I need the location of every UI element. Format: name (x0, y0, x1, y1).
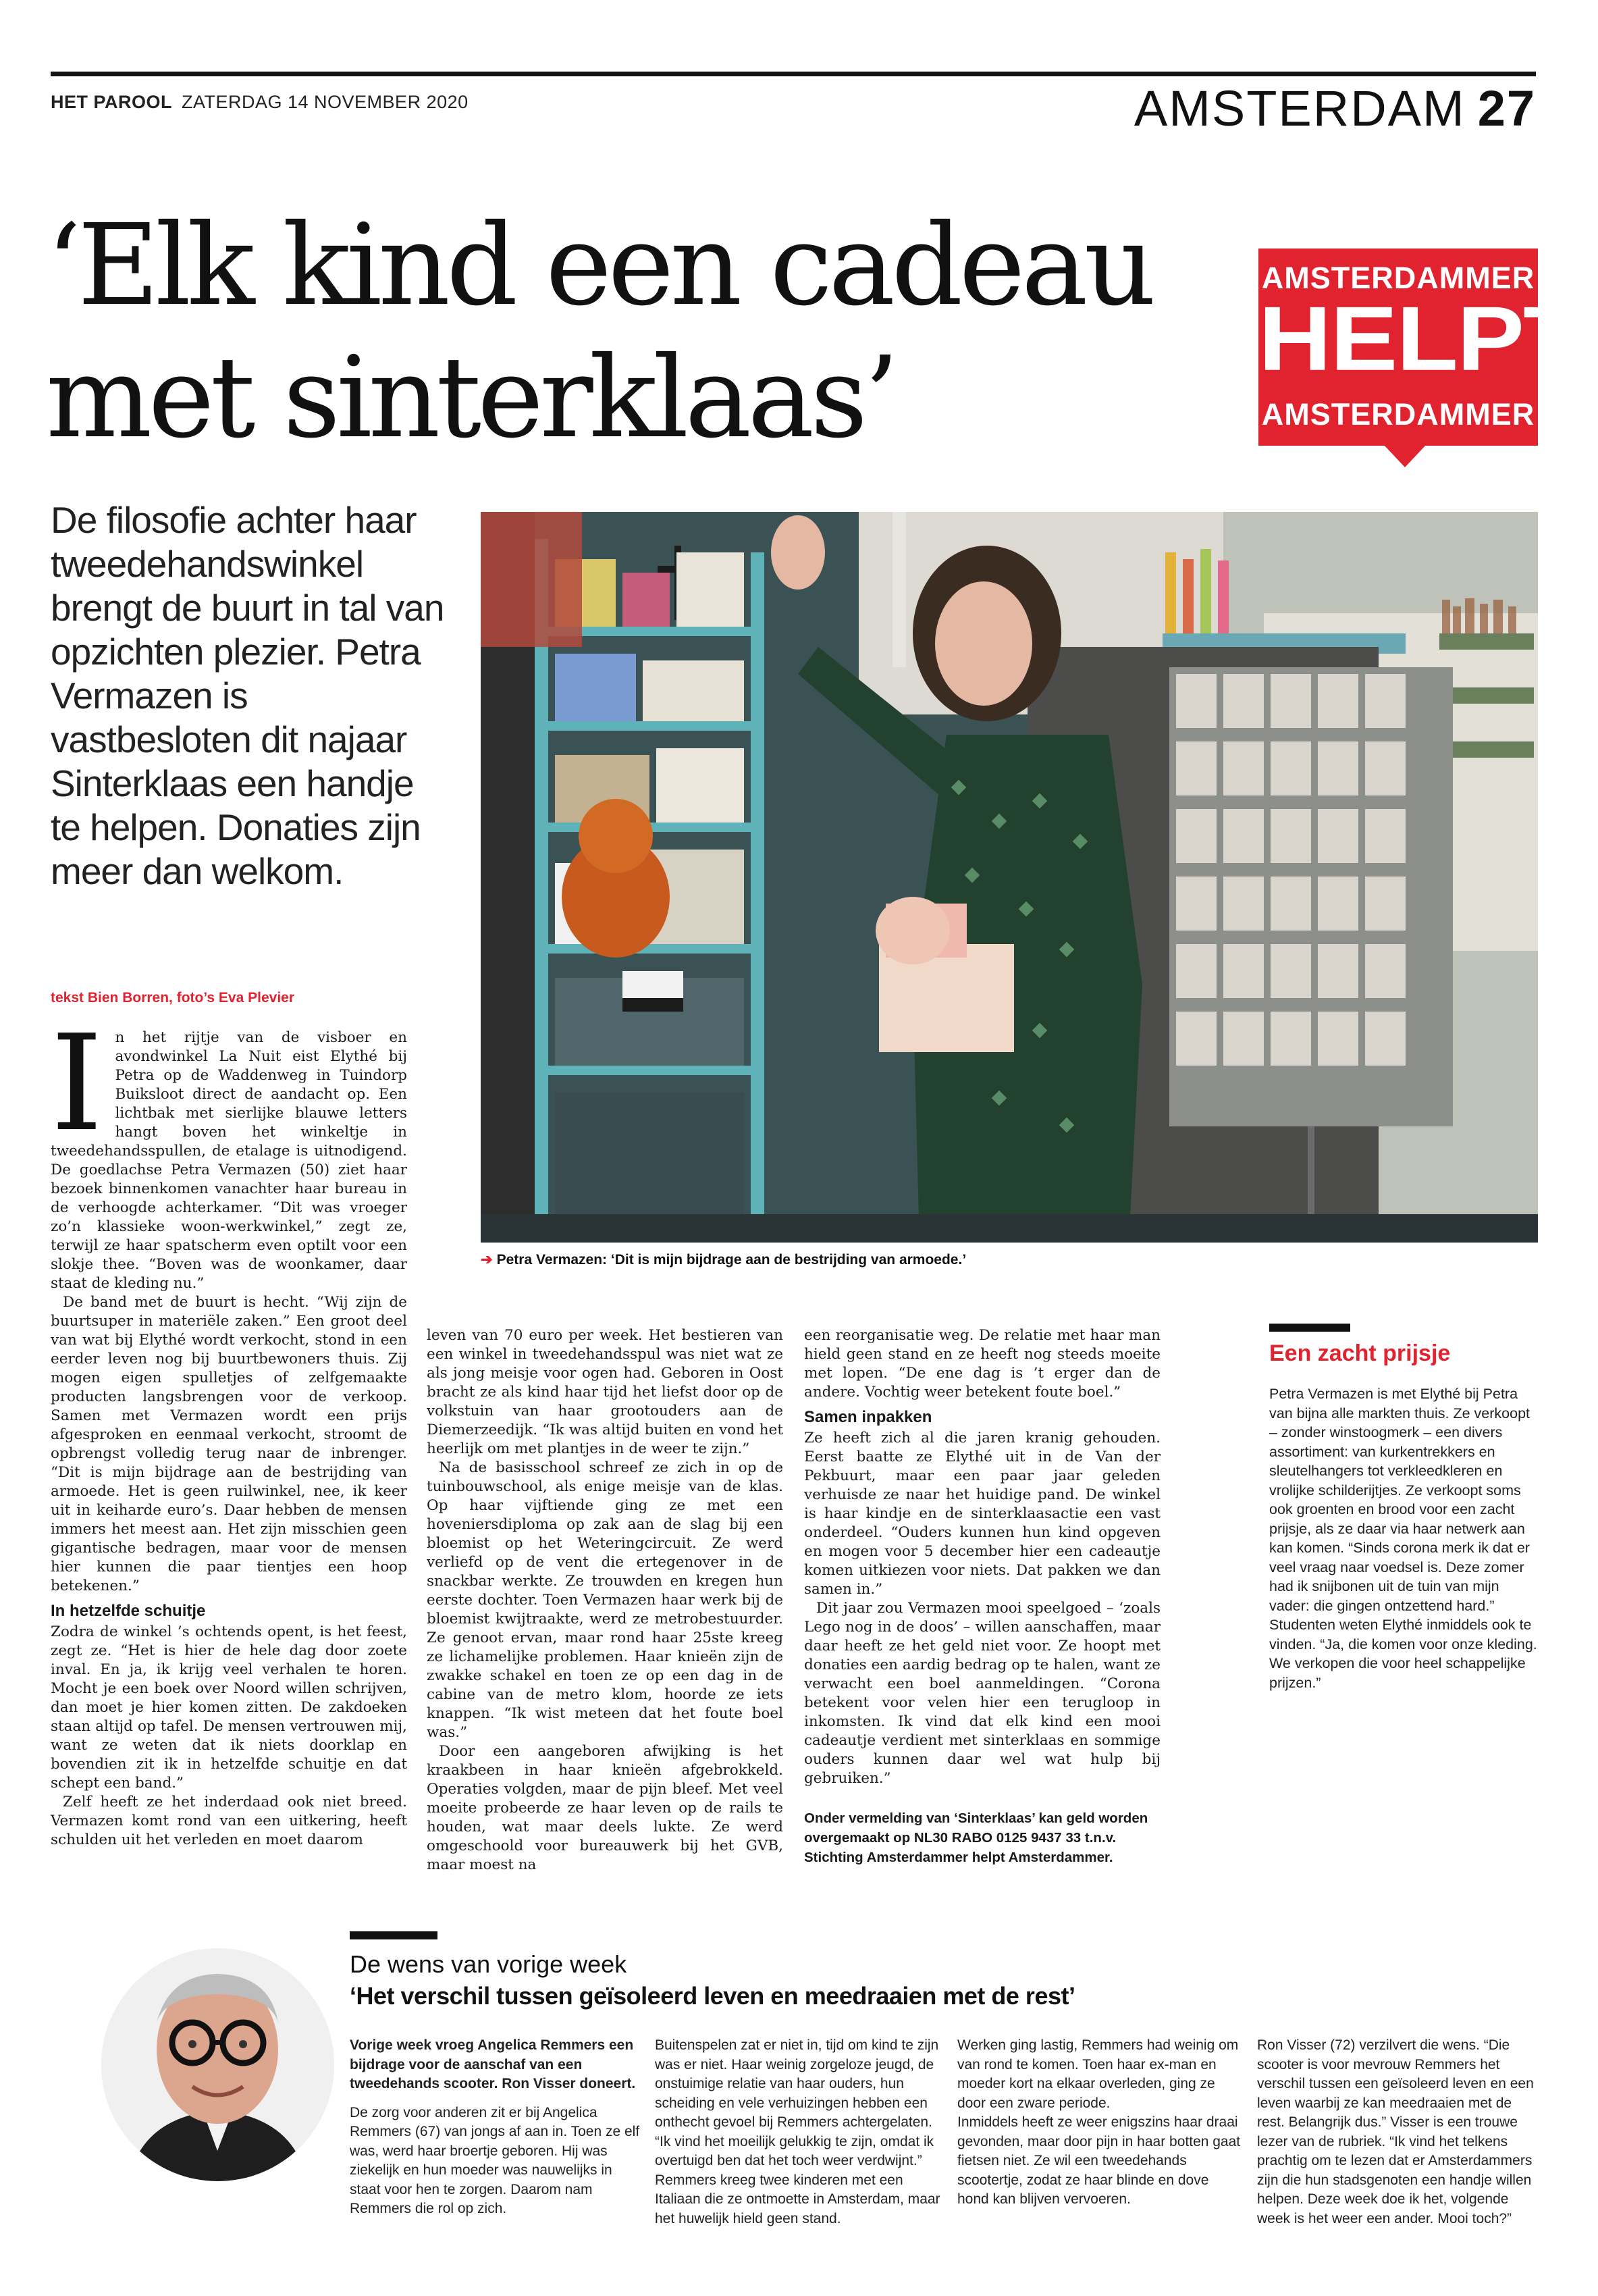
bottom-title: ‘Het verschil tussen geïsoleerd leven en meedraaien met de rest’ (350, 1982, 1075, 2010)
intro-text: De filosofie achter haar tweedehandswinkel brengt de buurt in tal van opzichten plezier. Petra Vermazen is vastbesloten dit najaar Sinterklaas een handje te helpen. Donaties zijn meer dan welkom. (51, 499, 444, 892)
badge-line-3: AMSTERDAMMER (1261, 397, 1535, 432)
article-paragraph: n het rijtje van de visboer en avondwinkel La Nuit eist Elythé bij Petra op de Waddenweg in Tuindorp Buiksloot direct de aandacht op. Een lichtbak met sierlijke blauwe letters hangt boven het winkeltje in tweedehandsspullen, de etalage is uitnodigend. De goedlachse Petra Vermazen (50) ziet haar bezoek binnenkomen vanachter haar bureau in de verhoogde achterkamer. “Dit was vroeger zo’n klassieke woon-werkwinkel,” zegt ze, terwijl ze haar spatscherm even optilt voor een slokje thee. “Boven was de woonkamer, daar staat de kleding nu.” (51, 1029, 407, 1292)
article-paragraph: De band met de buurt is hecht. “Wij zijn de buurtsuper in materiële zaken.” Een groot deel van wat bij Elythé wordt verkocht, stond in een eerder leven nog bij buurtbewoners thuis. Zij mogen eigen spulletjes of zelfgemaakte producten langsbrengen voor de verkoop. Samen met Vermazen wordt een prijs afgesproken en eenmaal verkocht, stroomt de opbrengst volledig terug naar de inbrenger. “Dit is mijn bijdrage aan de bestrijding van armoede. Het is geen ruilwinkel, nee, ik keer uit in keiharde euro’s. Daar hebben de mensen immers het meest aan. Het zijn misschien geen gigantische bedragen, maar voor de mensen hier kunnen die paar tientjes een hoop betekenen.” (51, 1294, 407, 1594)
bottom-paragraph: Ron Visser (72) verzilvert die wens. “Die scooter is voor mevrouw Remmers het verschil tussen een geïsoleerd leven en een leven waarbij ze kan meedraaien met de rest. Belangrijk dus.” Visser is een trouwe lezer van de rubriek. “Ik vind het telkens prachtig om te lezen dat er Amsterdammers zijn die hun stadsgenoten een handje willen helpen. Deze week doe ik het, volgende week is het weer een ander. Mooi toch?” (1257, 2037, 1534, 2226)
article-paragraph: Zodra de winkel ’s ochtends opent, is het feest, zegt ze. “Het is hier de hele dag door zoete inval. En ja, ik krijg veel verhalen te horen. Mocht je een boek over Noord willen schrijven, dan moet je hier komen zitten. De zakdoeken staan altijd op tafel. De mensen vertrouwen mij, want ze weten dat ik niets doorklap en bovendien zit ik in hetzelfde schuitje en dat schept een band.” (51, 1623, 407, 1792)
photo-caption (481, 1251, 966, 1268)
drop-cap: I (51, 1007, 103, 1161)
bottom-lead: Vorige week vroeg Angelica Remmers een bijdrage voor de aanschaf van een tweedehands scooter. Ron Visser doneert. (350, 2037, 636, 2091)
portrait-photo (101, 1948, 334, 2181)
bottom-column-4 (1257, 2036, 1541, 2228)
article-paragraph: Na de basisschool schreef ze zich in op de tuinbouwschool, als enige meisje van de klas. Op haar vijftiende ging ze met een hoveniersdiploma op zak aan de slag bij een bloemist op het Weteringcircuit. Ze werd verliefd op de vent die ertegenover in de snackbar werkte. Ze trouwden en kregen hun eerste dochter. Toen Vermazen haar werk bij de bloemist kwijtraakte, werd ze metrobestuurder. Ze genoot ervan, maar rond haar 25ste kreeg ze lichamelijke problemen. Haar knieën zijn de zwakke schakel en toen ze op een dag in de cabine van de metro klom, hoorde ze iets knappen. “Ik wist meteen dat het foute boel was.” (427, 1459, 783, 1741)
sidebar-text: Petra Vermazen is met Elythé bij Petra van bijna alle markten thuis. Ze verkoopt – zonder winstoogmerk – een divers assortiment: van kurkentrekkers en sleutelhangers tot verkleedkleren en vrolijke schilderijtjes. Ze verkoopt soms ook groenten en brood voor een zacht prijsje, als ze daar via haar netwerk aan kan komen. “Sinds corona merk ik dat er veel vraag naar voedsel is. Deze zomer had ik snijbonen uit de tuin van mijn vader: die gingen ontzettend hard.” Studenten weten Elythé inmiddels ook te vinden. “Ja, die komen voor onze kleding. We verkopen die voor heel schappelijke prijzen.” (1269, 1386, 1537, 1691)
headline-line-2: met sinterklaas’ (46, 333, 896, 463)
badge-line-1: AMSTERDAMMER (1261, 261, 1535, 295)
donation-info: Onder vermelding van ‘Sinterklaas’ kan geld worden overgemaakt op NL30 RABO 0125 9437 33 t.n.v. Stichting Amsterdammer helpt Amsterdammer. (804, 1810, 1148, 1865)
byline: tekst Bien Borren, foto’s Eva Plevier (51, 990, 295, 1006)
bottom-column-3 (957, 2036, 1241, 2210)
badge-speech-tail (1383, 444, 1427, 467)
bottom-column-1 (350, 2036, 640, 2219)
top-rule (51, 72, 1536, 76)
bottom-rule (350, 1931, 437, 1939)
sidebar-title: Een zacht prijsje (1269, 1340, 1451, 1366)
article-column-3 (804, 1326, 1161, 1867)
bottom-paragraph: De zorg voor anderen zit er bij Angelica Remmers (67) van jongs af aan in. Toen ze elf was, werd haar broertje geboren. Hij was ziekelijk en hun moeder was nauwelijks in staat voor hen te zorgen. Daarom nam Remmers die rol op zich. (350, 2104, 640, 2216)
bottom-kicker: De wens van vorige week (350, 1950, 627, 1978)
bottom-column-2 (655, 2036, 945, 2228)
page-number: 27 (1477, 80, 1536, 136)
bottom-paragraph: Buitenspelen zat er niet in, tijd om kind te zijn was er niet. Haar weinig zorgeloze jeugd, de onstuimige relatie van haar ouders, hun scheiding en vele verhuizingen hebben een onthecht gevoel bij Remmers achtergelaten. “Ik vind het moeilijk gelukkig te zijn, omdat ik overtuigd ben dat het toch weer verdwijnt.” Remmers kreeg twee kinderen met een Italiaan die ze ontmoette in Amsterdam, maar het huwelijk hield geen stand. (655, 2037, 940, 2226)
shop-photo-illustration (481, 512, 1538, 1243)
amsterdammer-helpt-badge (1258, 249, 1584, 446)
badge-line-2: HELPT (1258, 287, 1584, 390)
section-header (1134, 80, 1536, 136)
shop-photo (481, 512, 1538, 1243)
article-paragraph: Door een aangeboren afwijking is het kraakbeen in haar knieën afgebrokkeld. Operaties volgden, maar de pijn bleef. Met veel moeite probeerde ze haar leven op de rails te houden, wat maar deels lukte. Ze werd omgeschoold voor bureauwerk bij het GVB, maar moest na (427, 1743, 783, 1873)
caption-arrow-icon: ➔ (481, 1252, 493, 1268)
headline (46, 200, 1207, 465)
section-name: AMSTERDAM (1134, 80, 1466, 136)
article-paragraph: leven van 70 euro per week. Het bestieren van een winkel in tweedehandsspul was niet wat ze als jong meisje voor ogen had. Geboren in Oost bracht ze als kind haar tijd het liefst door op de volkstuin van haar grootouders aan de Diemerzeedijk. “Ik was altijd buiten en vond het heerlijk om met plantjes in de weer te zijn.” (427, 1327, 783, 1457)
article-paragraph: Dit jaar zou Vermazen mooi speelgoed – ‘zoals Lego nog in de doos’ – willen aanschaffen, maar daar heeft ze het geld niet voor. Ze hoopt met donaties een aardig bedrag op te halen, want ze verwacht een boel aanmeldingen. “Corona betekent voor velen hier een terugloop in inkomsten. Ik vind dat elk kind een mooi cadeautje verdient met sinterklaas en sommige ouders kunnen daar wel wat hulp bij gebruiken.” (804, 1600, 1161, 1787)
article-column-2 (427, 1326, 783, 1875)
bottom-paragraph: Werken ging lastig, Remmers had weinig om van rond te komen. Toen haar ex-man en moeder kort na elkaar overleden, ging ze door een zware periode. (957, 2037, 1239, 2111)
sidebar-rule (1269, 1324, 1350, 1332)
article-column-1 (51, 1007, 407, 1850)
article-paragraph: Zelf heeft ze het inderdaad ook niet breed. Vermazen komt rond van een uitkering, heeft schulden uit het verleden en moet daarom (51, 1794, 407, 1848)
caption-text: Petra Vermazen: ‘Dit is mijn bijdrage aan de bestrijding van armoede.’ (496, 1252, 967, 1268)
subheading-samen-inpakken: Samen inpakken (804, 1408, 932, 1426)
paper-name: HET PAROOL (51, 92, 172, 112)
subheading-in-hetzelfde-schuitje: In hetzelfde schuitje (51, 1602, 206, 1620)
article-paragraph: Ze heeft zich al die jaren kranig gehouden. Eerst baatte ze Elythé uit in de Van der Pekbuurt, maar een paar jaar geleden verhuisde ze naar het huidige pand. De winkel is haar kindje en de sinterklaasactie een vast onderdeel. “Ouders kunnen hun kind opgeven en mogen voor 5 december hier een cadeautje komen uitkiezen voor niets. Dat pakken we dan samen in.” (804, 1430, 1161, 1598)
masthead (51, 92, 469, 113)
headline-line-1: ‘Elk kind een cadeau (46, 201, 1152, 331)
bottom-paragraph: Inmiddels heeft ze weer enigszins haar draai gevonden, maar door pijn in haar botten gaat fietsen niet. Ze wil een tweedehands scootertje, zodat ze haar blinde en dove hond kan blijven vervoeren. (957, 2114, 1241, 2207)
issue-date: ZATERDAG 14 NOVEMBER 2020 (182, 92, 469, 112)
portrait-illustration (101, 1948, 334, 2181)
article-paragraph: een reorganisatie weg. De relatie met haar man hield geen stand en ze heeft nog steeds moeite met lopen. “De ene dag is ’t erger dan de andere. Vochtig weer betekent foute boel.” (804, 1327, 1161, 1401)
